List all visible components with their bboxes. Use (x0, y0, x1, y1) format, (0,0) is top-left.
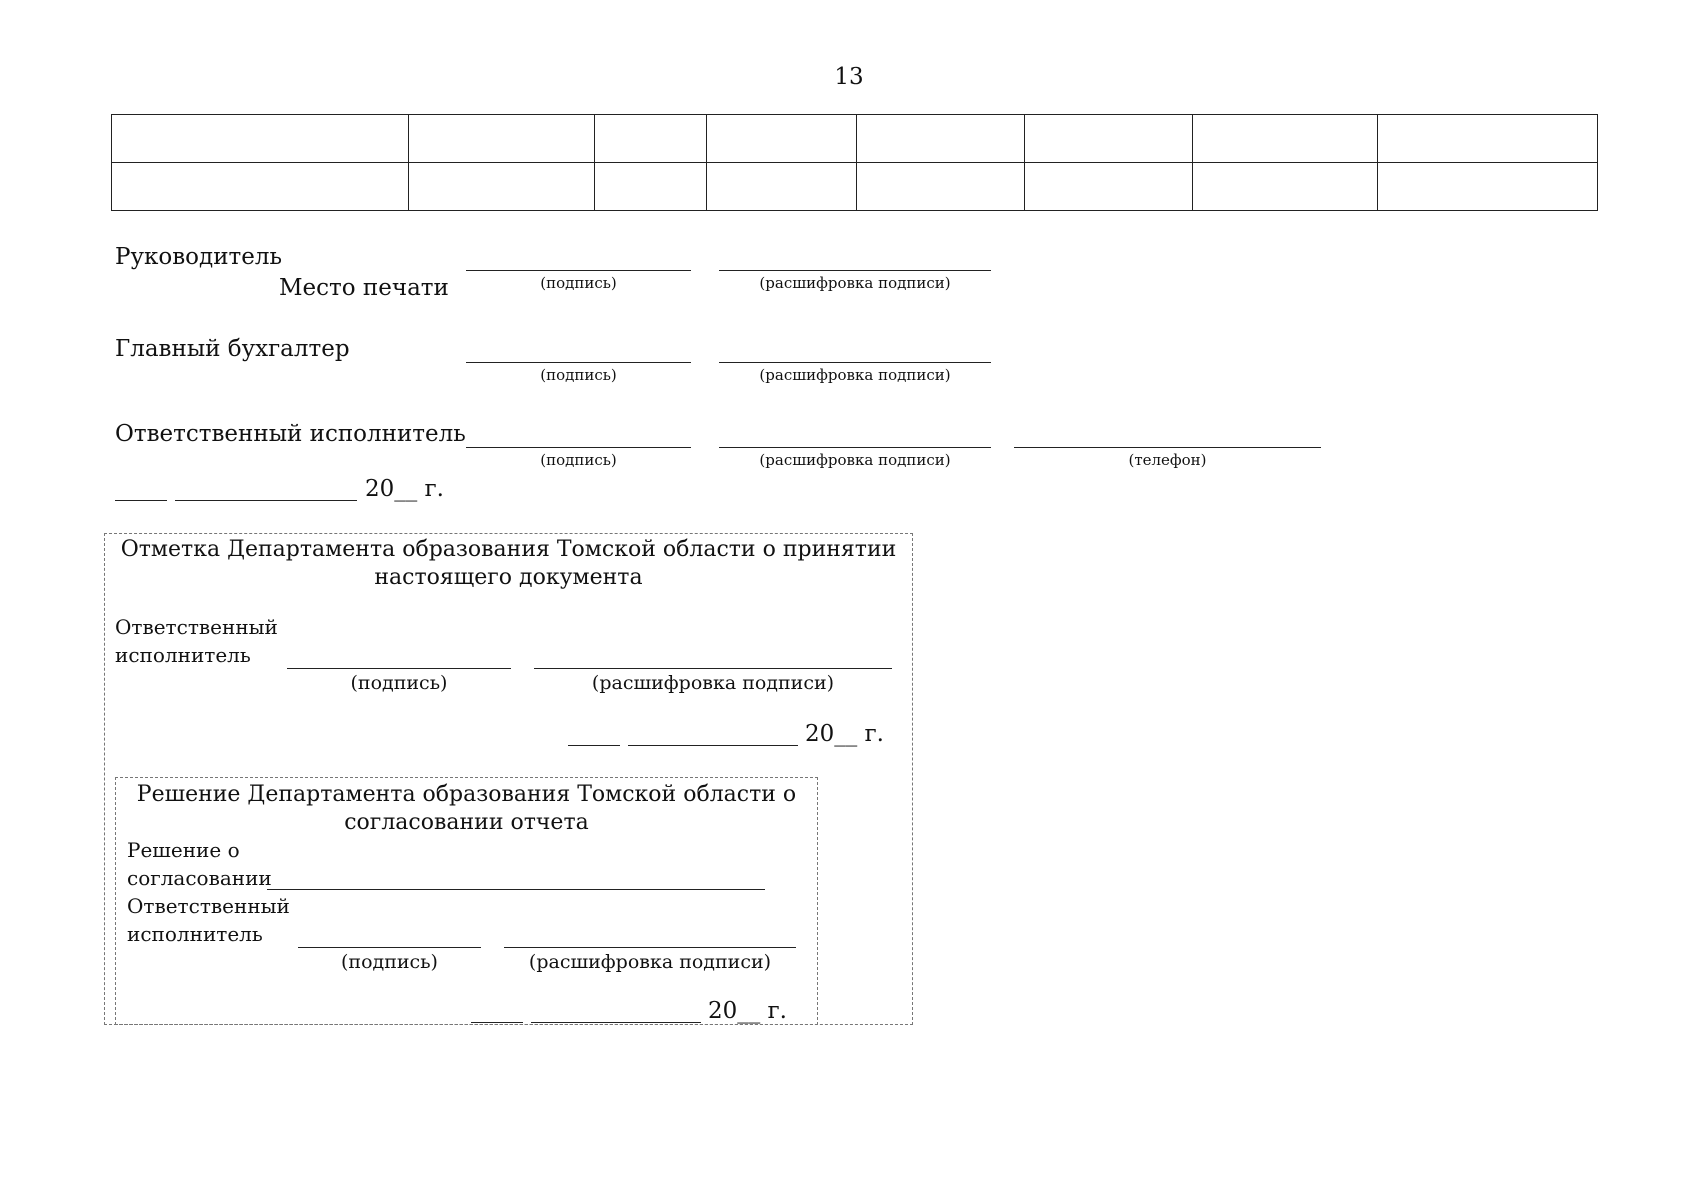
acceptance-executor-label-2: исполнитель (115, 643, 251, 667)
acceptance-signature-caption: (подпись) (350, 672, 448, 694)
table-cell[interactable] (1378, 115, 1598, 163)
accountant-signature-caption: (подпись) (540, 366, 617, 384)
decision-decoding-caption: (расшифровка подписи) (528, 951, 772, 973)
acceptance-date-year: 20__ г. (805, 721, 884, 747)
acceptance-signature-line[interactable] (287, 668, 511, 669)
table-cell[interactable] (857, 115, 1025, 163)
table-cell[interactable] (1025, 163, 1193, 211)
seal-label: Место печати (279, 275, 449, 301)
table-cell[interactable] (112, 163, 409, 211)
executor-decoding-line[interactable] (719, 447, 991, 448)
executor-signature-caption: (подпись) (540, 451, 617, 469)
executor-signature-line[interactable] (466, 447, 691, 448)
date-month-line[interactable] (175, 500, 357, 501)
table-cell[interactable] (707, 115, 857, 163)
table-cell[interactable] (1025, 115, 1193, 163)
date-year: 20__ г. (365, 476, 444, 502)
director-signature-caption: (подпись) (540, 274, 617, 292)
executor-phone-line[interactable] (1014, 447, 1321, 448)
table-cell[interactable] (857, 163, 1025, 211)
table-cell[interactable] (112, 115, 409, 163)
accountant-decoding-caption: (расшифровка подписи) (759, 366, 951, 384)
director-decoding-line[interactable] (719, 270, 991, 271)
table-cell[interactable] (595, 115, 707, 163)
director-decoding-caption: (расшифровка подписи) (759, 274, 951, 292)
acceptance-title-line2: настоящего документа (374, 565, 643, 590)
chief-accountant-label: Главный бухгалтер (115, 336, 350, 362)
table-cell[interactable] (409, 115, 595, 163)
decision-value-line[interactable] (267, 889, 765, 890)
accountant-signature-line[interactable] (466, 362, 691, 363)
acceptance-title-line1: Отметка Департамента образования Томской области о принятии (120, 537, 897, 562)
decision-decoding-line[interactable] (504, 947, 796, 948)
decision-executor-label-2: исполнитель (127, 922, 263, 946)
decision-date-year: 20__ г. (708, 998, 787, 1024)
decision-signature-line[interactable] (298, 947, 481, 948)
table-row (112, 163, 1598, 211)
decision-title-line2: согласовании отчета (344, 810, 589, 835)
executor-decoding-caption: (расшифровка подписи) (759, 451, 951, 469)
decision-signature-caption: (подпись) (341, 951, 438, 973)
table-cell[interactable] (595, 163, 707, 211)
director-signature-line[interactable] (466, 270, 691, 271)
date-day-line[interactable] (115, 500, 167, 501)
decision-executor-label-1: Ответственный (127, 894, 290, 918)
page-number: 13 (834, 64, 864, 90)
table-cell[interactable] (1193, 163, 1378, 211)
data-table (111, 114, 1598, 211)
table-cell[interactable] (707, 163, 857, 211)
decision-date-day-line[interactable] (471, 1022, 523, 1023)
executor-label: Ответственный исполнитель (115, 421, 466, 447)
table-cell[interactable] (1378, 163, 1598, 211)
decision-date-month-line[interactable] (531, 1022, 701, 1023)
accountant-decoding-line[interactable] (719, 362, 991, 363)
decision-title-line1: Решение Департамента образования Томской области о (136, 782, 797, 807)
acceptance-date-month-line[interactable] (628, 745, 798, 746)
acceptance-date-day-line[interactable] (568, 745, 620, 746)
acceptance-executor-label-1: Ответственный (115, 615, 278, 639)
acceptance-decoding-line[interactable] (534, 668, 892, 669)
table-cell[interactable] (1193, 115, 1378, 163)
director-label: Руководитель (115, 244, 282, 270)
executor-phone-caption: (телефон) (1128, 451, 1207, 469)
table-row (112, 115, 1598, 163)
table-cell[interactable] (409, 163, 595, 211)
decision-label-1: Решение о (127, 838, 240, 862)
decision-label-2: согласовании (127, 866, 272, 890)
acceptance-decoding-caption: (расшифровка подписи) (591, 672, 835, 694)
